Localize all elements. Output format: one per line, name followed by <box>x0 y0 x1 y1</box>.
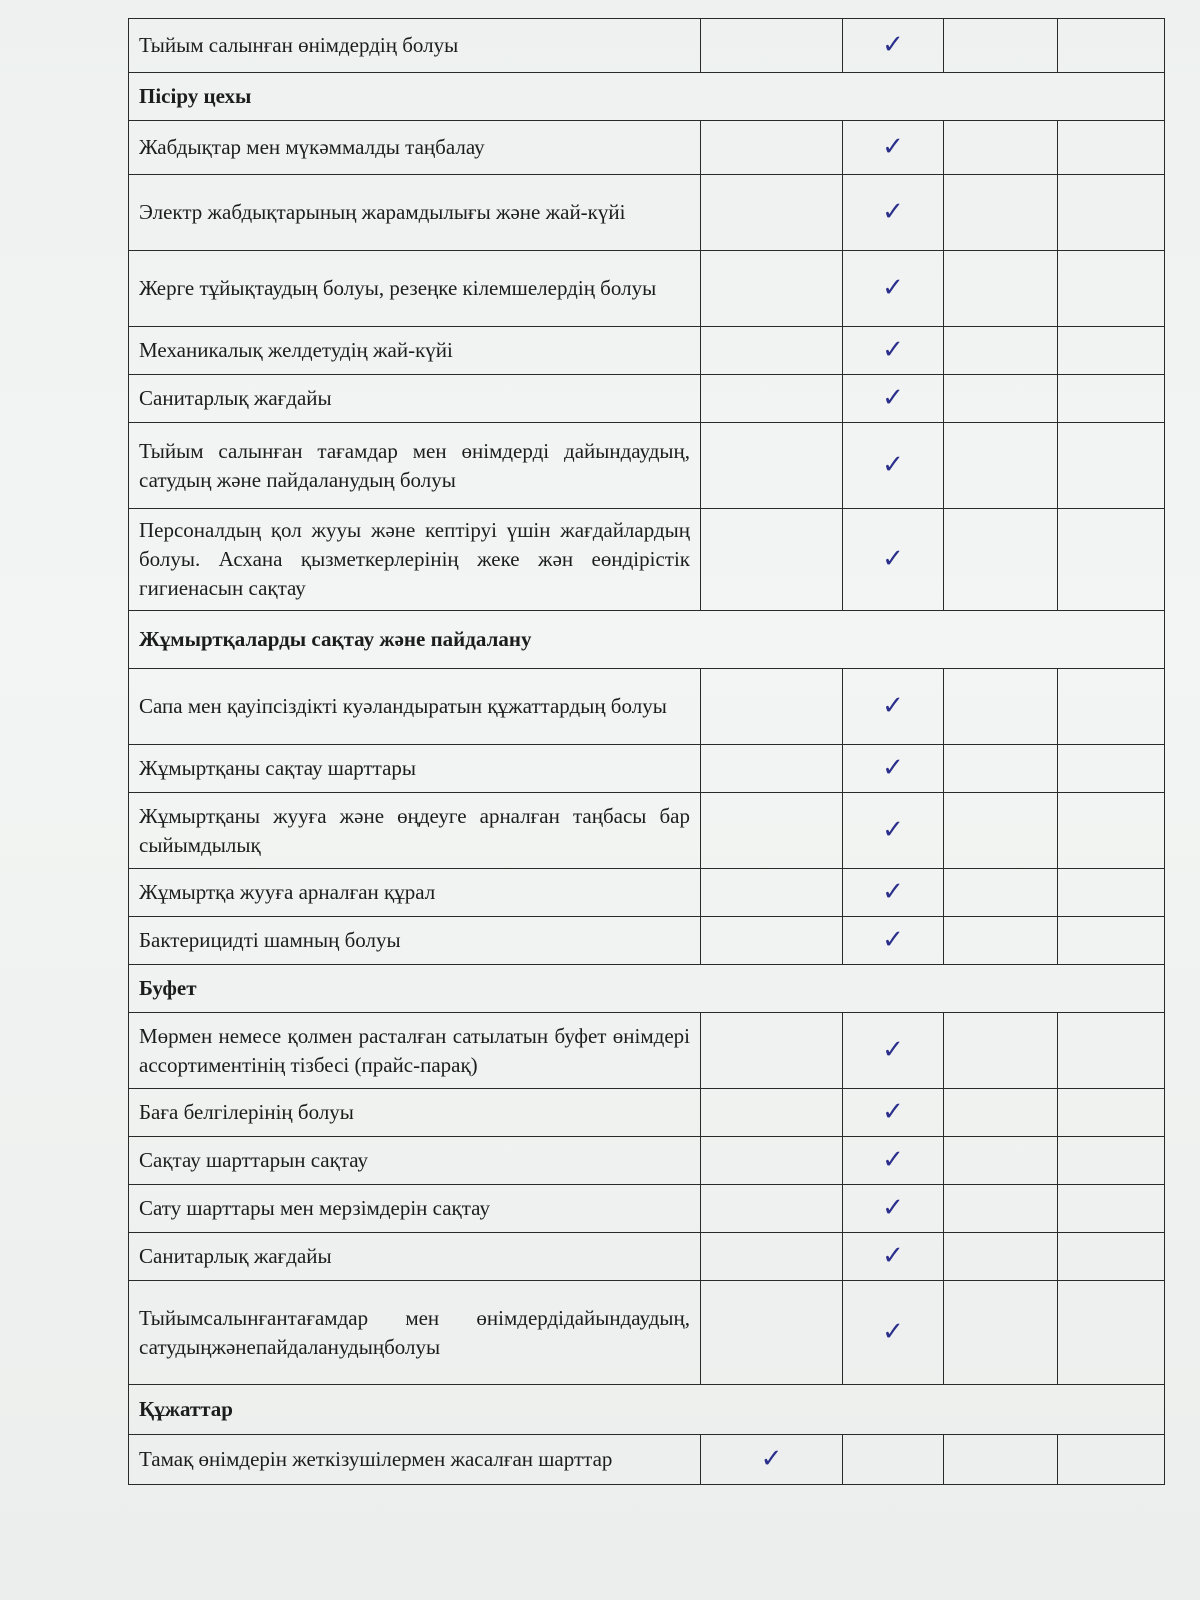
empty-mark-cell <box>944 121 1058 175</box>
checklist-item-text: Бактерицидті шамның болуы <box>129 917 701 965</box>
inspection-checklist-table <box>128 18 1165 1485</box>
checklist-item-text: Тыйымсалынғантағамдар мен өнімдердідайындаудың, сатудыңжәнепайдаланудыңболуы <box>129 1281 701 1385</box>
empty-mark-cell <box>701 375 843 423</box>
empty-mark-cell <box>701 121 843 175</box>
empty-mark-cell <box>944 869 1058 917</box>
checklist-item-text: Тамақ өнімдерін жеткізушілермен жасалған шарттар <box>129 1435 701 1485</box>
checklist-row <box>129 375 1165 423</box>
check-mark-icon: ✓ <box>843 869 944 917</box>
empty-mark-cell <box>944 745 1058 793</box>
checklist-item-text: Жұмыртқа жууға арналған құрал <box>129 869 701 917</box>
checklist-row <box>129 1233 1165 1281</box>
empty-mark-cell <box>1058 793 1165 869</box>
empty-mark-cell <box>944 917 1058 965</box>
empty-mark-cell <box>701 251 843 327</box>
empty-mark-cell <box>701 1233 843 1281</box>
check-mark-icon: ✓ <box>843 19 944 73</box>
checklist-row <box>129 1281 1165 1385</box>
empty-mark-cell <box>701 1137 843 1185</box>
empty-mark-cell <box>1058 1013 1165 1089</box>
checklist-item-text: Сапа мен қауіпсіздікті куәландыратын құжаттардың болуы <box>129 669 701 745</box>
empty-mark-cell <box>944 1089 1058 1137</box>
check-mark-icon: ✓ <box>843 1281 944 1385</box>
checklist-item-text: Санитарлық жағдайы <box>129 1233 701 1281</box>
empty-mark-cell <box>1058 917 1165 965</box>
empty-mark-cell <box>1058 327 1165 375</box>
empty-mark-cell <box>944 1137 1058 1185</box>
empty-mark-cell <box>944 793 1058 869</box>
empty-mark-cell <box>944 175 1058 251</box>
empty-mark-cell <box>701 745 843 793</box>
checklist-item-text: Персоналдың қол жууы және кептіруі үшін жағдайлардың болуы. Асхана қызметкерлерінің жеке жән еөндірістік гигиенасын сақтау <box>129 509 701 611</box>
empty-mark-cell <box>944 251 1058 327</box>
empty-mark-cell <box>701 327 843 375</box>
check-mark-icon: ✓ <box>843 1233 944 1281</box>
check-mark-icon: ✓ <box>843 745 944 793</box>
check-mark-icon: ✓ <box>843 793 944 869</box>
empty-mark-cell <box>701 19 843 73</box>
empty-mark-cell <box>1058 1233 1165 1281</box>
empty-mark-cell <box>944 1185 1058 1233</box>
check-mark-icon: ✓ <box>843 669 944 745</box>
empty-mark-cell <box>944 327 1058 375</box>
empty-mark-cell <box>1058 1435 1165 1485</box>
section-title: Буфет <box>129 965 1165 1013</box>
checklist-row <box>129 423 1165 509</box>
empty-mark-cell <box>1058 669 1165 745</box>
section-title: Құжаттар <box>129 1385 1165 1435</box>
empty-mark-cell <box>1058 1185 1165 1233</box>
checklist-row <box>129 509 1165 611</box>
empty-mark-cell <box>1058 869 1165 917</box>
checklist-item-text: Баға белгілерінің болуы <box>129 1089 701 1137</box>
section-title: Жұмыртқаларды сақтау және пайдалану <box>129 611 1165 669</box>
empty-mark-cell <box>701 869 843 917</box>
checklist-item-text: Механикалық желдетудің жай-күйі <box>129 327 701 375</box>
empty-mark-cell <box>701 669 843 745</box>
empty-mark-cell <box>701 917 843 965</box>
checklist-item-text: Жабдықтар мен мүкәммалды таңбалау <box>129 121 701 175</box>
check-mark-icon: ✓ <box>843 917 944 965</box>
empty-mark-cell <box>944 375 1058 423</box>
empty-mark-cell <box>701 1281 843 1385</box>
empty-mark-cell <box>944 1233 1058 1281</box>
checklist-row <box>129 869 1165 917</box>
empty-mark-cell <box>701 175 843 251</box>
check-mark-icon: ✓ <box>843 175 944 251</box>
empty-mark-cell <box>1058 375 1165 423</box>
checklist-item-text: Жұмыртқаны жууға және өңдеуге арналған таңбасы бар сыйымдылық <box>129 793 701 869</box>
checklist-row <box>129 917 1165 965</box>
checklist-item-text: Санитарлық жағдайы <box>129 375 701 423</box>
checklist-item-text: Сату шарттары мен мерзімдерін сақтау <box>129 1185 701 1233</box>
empty-mark-cell <box>843 1435 944 1485</box>
checklist-row <box>129 251 1165 327</box>
empty-mark-cell <box>1058 175 1165 251</box>
checklist-item-text: Жұмыртқаны сақтау шарттары <box>129 745 701 793</box>
check-mark-icon: ✓ <box>843 1185 944 1233</box>
empty-mark-cell <box>701 423 843 509</box>
empty-mark-cell <box>944 509 1058 611</box>
section-header-row <box>129 965 1165 1013</box>
check-mark-icon: ✓ <box>843 1137 944 1185</box>
check-mark-icon: ✓ <box>701 1435 843 1485</box>
empty-mark-cell <box>701 1089 843 1137</box>
empty-mark-cell <box>1058 745 1165 793</box>
empty-mark-cell <box>944 1013 1058 1089</box>
empty-mark-cell <box>1058 1137 1165 1185</box>
checklist-item-text: Тыйым салынған тағамдар мен өнімдерді дайындаудың, сатудың және пайдаланудың болуы <box>129 423 701 509</box>
check-mark-icon: ✓ <box>843 423 944 509</box>
section-header-row <box>129 1385 1165 1435</box>
checklist-row <box>129 1185 1165 1233</box>
checklist-row <box>129 121 1165 175</box>
check-mark-icon: ✓ <box>843 121 944 175</box>
check-mark-icon: ✓ <box>843 1089 944 1137</box>
empty-mark-cell <box>1058 1089 1165 1137</box>
section-header-row <box>129 611 1165 669</box>
checklist-item-text: Тыйым салынған өнімдердің болуы <box>129 19 701 73</box>
empty-mark-cell <box>701 793 843 869</box>
empty-mark-cell <box>944 423 1058 509</box>
empty-mark-cell <box>1058 423 1165 509</box>
checklist-row <box>129 1137 1165 1185</box>
section-title: Пісіру цехы <box>129 73 1165 121</box>
checklist-row <box>129 1013 1165 1089</box>
checklist-row <box>129 669 1165 745</box>
checklist-row <box>129 327 1165 375</box>
checklist-row <box>129 19 1165 73</box>
empty-mark-cell <box>944 19 1058 73</box>
check-mark-icon: ✓ <box>843 509 944 611</box>
empty-mark-cell <box>944 669 1058 745</box>
section-header-row <box>129 73 1165 121</box>
checklist-row <box>129 175 1165 251</box>
checklist-row <box>129 1089 1165 1137</box>
checklist-row <box>129 1435 1165 1485</box>
checklist-item-text: Мөрмен немесе қолмен расталған сатылатын буфет өнімдері ассортиментінің тізбесі (прайс-парақ) <box>129 1013 701 1089</box>
empty-mark-cell <box>944 1281 1058 1385</box>
empty-mark-cell <box>701 1013 843 1089</box>
check-mark-icon: ✓ <box>843 251 944 327</box>
checklist-item-text: Сақтау шарттарын сақтау <box>129 1137 701 1185</box>
empty-mark-cell <box>701 509 843 611</box>
empty-mark-cell <box>1058 19 1165 73</box>
checklist-item-text: Жерге тұйықтаудың болуы, резеңке кілемшелердің болуы <box>129 251 701 327</box>
check-mark-icon: ✓ <box>843 327 944 375</box>
empty-mark-cell <box>1058 121 1165 175</box>
checklist-row <box>129 793 1165 869</box>
empty-mark-cell <box>1058 1281 1165 1385</box>
empty-mark-cell <box>1058 251 1165 327</box>
empty-mark-cell <box>1058 509 1165 611</box>
empty-mark-cell <box>701 1185 843 1233</box>
checklist-row <box>129 745 1165 793</box>
empty-mark-cell <box>944 1435 1058 1485</box>
check-mark-icon: ✓ <box>843 375 944 423</box>
check-mark-icon: ✓ <box>843 1013 944 1089</box>
checklist-item-text: Электр жабдықтарының жарамдылығы және жай-күйі <box>129 175 701 251</box>
